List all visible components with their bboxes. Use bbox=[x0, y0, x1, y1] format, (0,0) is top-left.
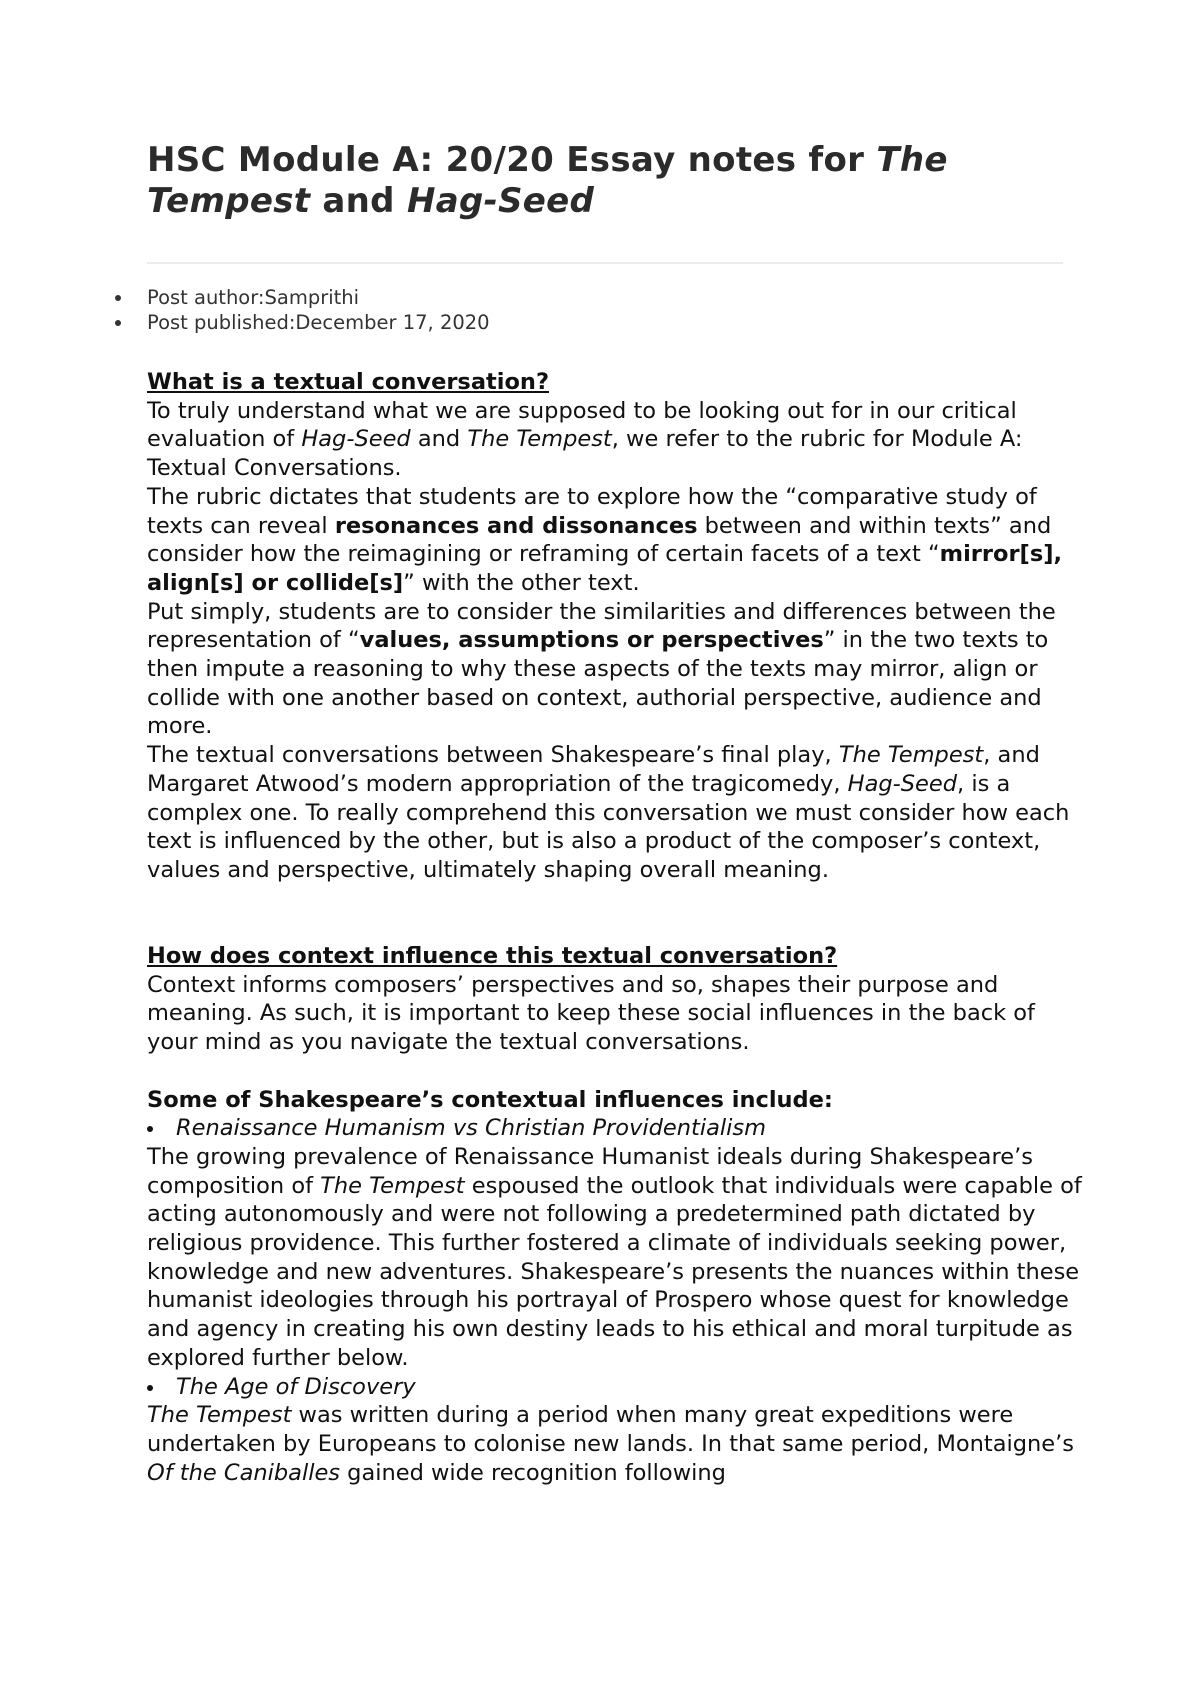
paragraph: The growing prevalence of Renaissance Humanist ideals during Shakespeare’s composition of The Tempest espoused the outlook that individuals were capable of acting autonomously and were not following a predetermined path dictated by religious providence. This further fostered a climate of individuals seeking power, knowledge and new adventures. Shakespeare’s presents the nuances within these humanist ideologies through his portrayal of Prospero whose quest for knowledge and agency in creating his own destiny leads to his ethical and moral turpitude as explored further below. bbox=[147, 1143, 1082, 1371]
title-italic: Tempest bbox=[147, 181, 311, 221]
paragraph: The textual conversations between Shakespeare’s final play, The Tempest, and Margaret Atwood’s modern appropriation of the tragicomedy, Hag-Seed, is a complex one. To really comprehend this conversation we must consider how each text is influenced by the other, but is also a product of the composer’s context, values and perspective, ultimately shaping overall meaning. bbox=[147, 742, 1070, 883]
paragraph: The rubric dictates that students are to explore how the “comparative study of texts can reveal resonances and dissonances between and within texts” and consider how the reimagining or reframing of certain facets of a text “mirror[s], align[s] or collide[s]” with the other text. bbox=[147, 483, 1063, 596]
post-published: Post published:December 17, 2020 bbox=[147, 311, 490, 334]
section-heading-textual-conversation: What is a textual conversation? bbox=[147, 369, 550, 395]
post-meta bbox=[115, 285, 490, 335]
title-text: and bbox=[310, 181, 407, 221]
paragraph: To truly understand what we are supposed to be looking out for in our critical evaluation of Hag-Seed and The Tempest, we refer to the rubric for Module A: Textual Conversations. bbox=[147, 397, 1023, 482]
page-title bbox=[147, 140, 1067, 222]
section-heading-context: How does context influence this textual conversation? bbox=[147, 943, 838, 970]
title-text: HSC Module A: 20/20 Essay notes for bbox=[147, 140, 877, 180]
article-body bbox=[147, 368, 1087, 1487]
paragraph: Context informs composers’ perspectives and so, shapes their purpose and meaning. As such, it is important to keep these social influences in the back of your mind as you navigate the textual conversations. bbox=[147, 971, 1035, 1056]
list-item: The Age of Discovery bbox=[147, 1373, 1087, 1402]
post-author: Post author:Samprithi bbox=[147, 285, 490, 310]
section-heading-influences: Some of Shakespeare’s contextual influences include: bbox=[147, 1086, 833, 1113]
paragraph: Put simply, students are to consider the similarities and differences between the representation of “values, assumptions or perspectives” in the two texts to then impute a reasoning to why these aspects of the texts may mirror, align or collide with one another based on context, authorial perspective, audience and more. bbox=[147, 598, 1056, 740]
title-italic: Hag-Seed bbox=[406, 181, 595, 221]
title-italic: The bbox=[876, 140, 948, 180]
list-item: Renaissance Humanism vs Christian Providentialism bbox=[147, 1114, 1087, 1143]
title-divider bbox=[147, 262, 1063, 264]
paragraph: The Tempest was written during a period when many great expeditions were undertaken by Europeans to colonise new lands. In that same period, Montaigne’s Of the Caniballes gained wide recognition following bbox=[147, 1402, 1075, 1486]
